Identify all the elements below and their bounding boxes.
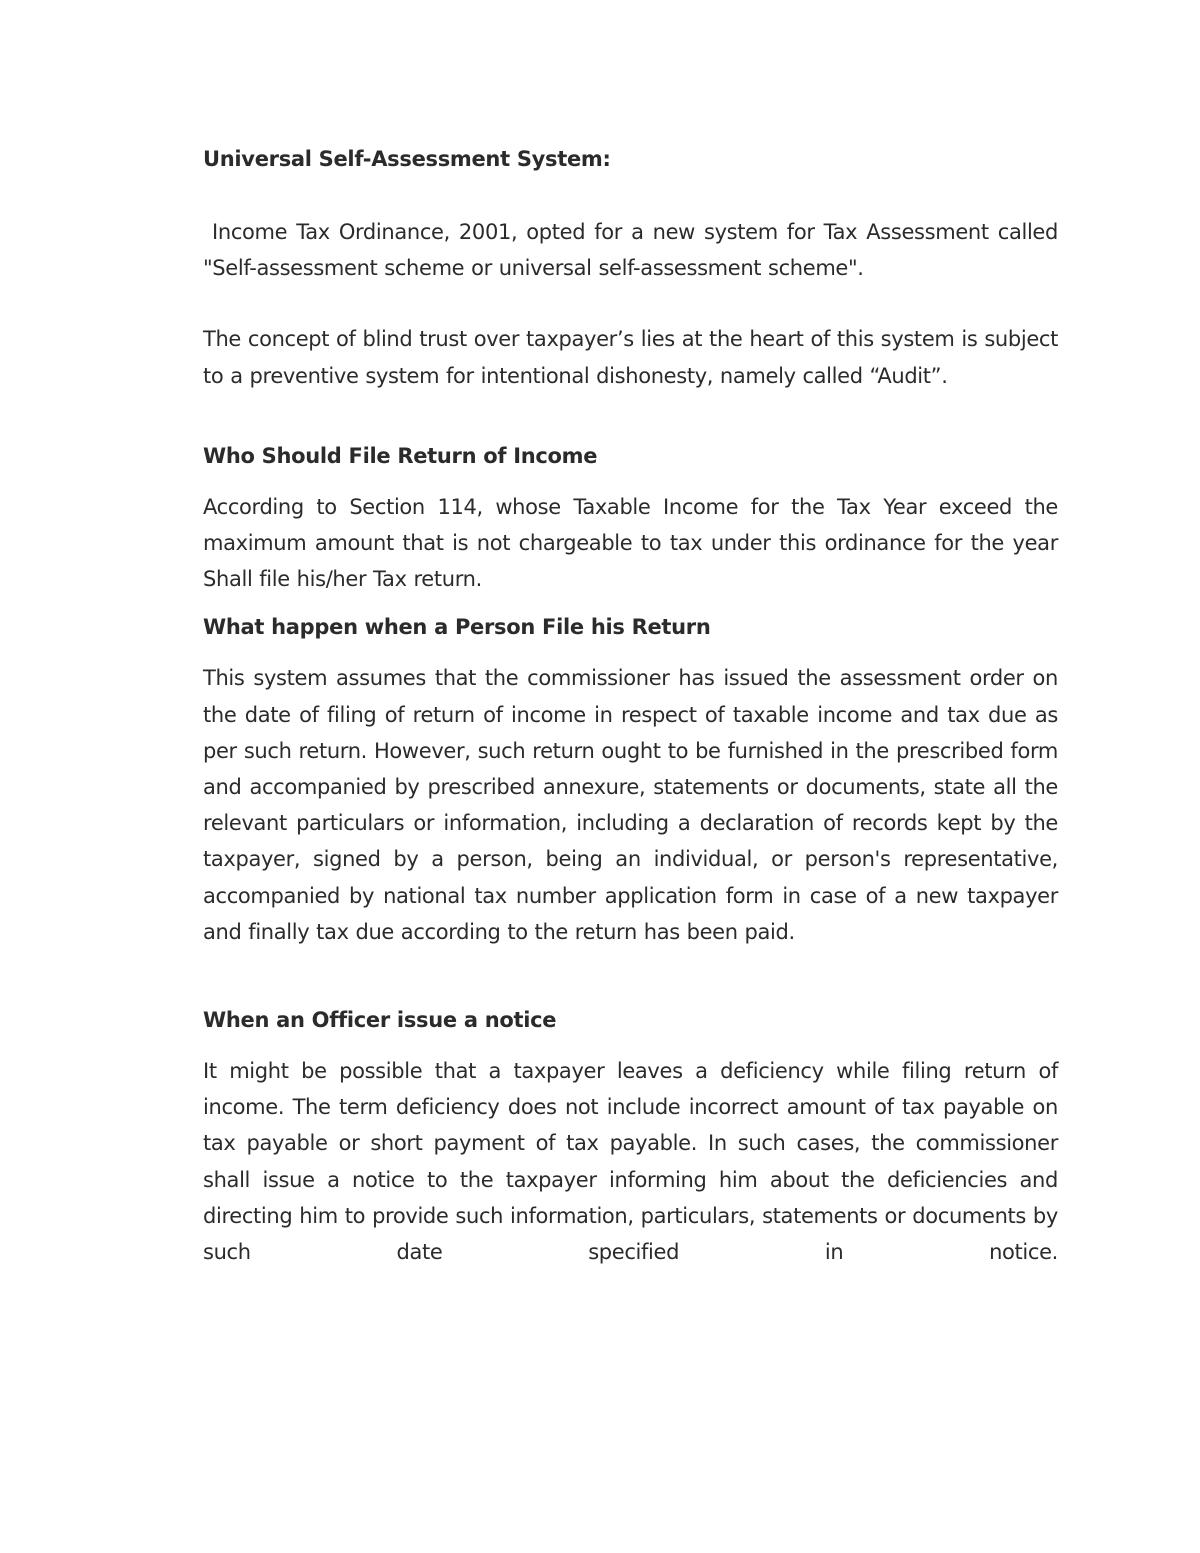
paragraph-section-114: According to Section 114, whose Taxable Income for the Tax Year exceed the maximum amount that is not chargeable to tax under this ordinance for the year Shall file his/her Tax return. [203,494,1058,592]
section-heading-officer-notice: When an Officer issue a notice [203,1008,557,1033]
paragraph-system-assumes: This system assumes that the commissioner has issued the assessment order on the date of filing of return of income in respect of taxable income and tax due as per such return. However, such return ought to be furnished in the prescribed form and accompanied by prescribed annexure, statements or documents, state all the relevant particulars or information, including a declaration of records kept by the taxpayer, signed by a person, being an individual, or person's representative, accompanied by national tax number application form in case of a new taxpayer and finally tax due according to the return has been paid. [203,666,1058,944]
document-page [203,141,1065,1270]
paragraph-blind-trust-concept: The concept of blind trust over taxpayer’s lies at the heart of this system is subject to a preventive system for intentional dishonesty, namely called “Audit”. [203,327,1058,388]
section-heading-universal-self-assessment: Universal Self-Assessment System: [203,147,611,171]
paragraph-income-tax-ordinance: Income Tax Ordinance, 2001, opted for a new system for Tax Assessment called "Self-assessment scheme or universal self-assessment scheme". [203,220,1065,281]
section-heading-who-should-file: Who Should File Return of Income [203,443,598,468]
section-heading-what-happen: What happen when a Person File his Return [203,615,711,640]
paragraph-deficiency-notice: It might be possible that a taxpayer leaves a deficiency while filing return of income. The term deficiency does not include incorrect amount of tax payable on tax payable or short payment of tax payable. In such cases, the commissioner shall issue a notice to the taxpayer informing him about the deficiencies and directing him to provide such information, particulars, statements or documents by such date specified in notice. [203,1059,1058,1265]
